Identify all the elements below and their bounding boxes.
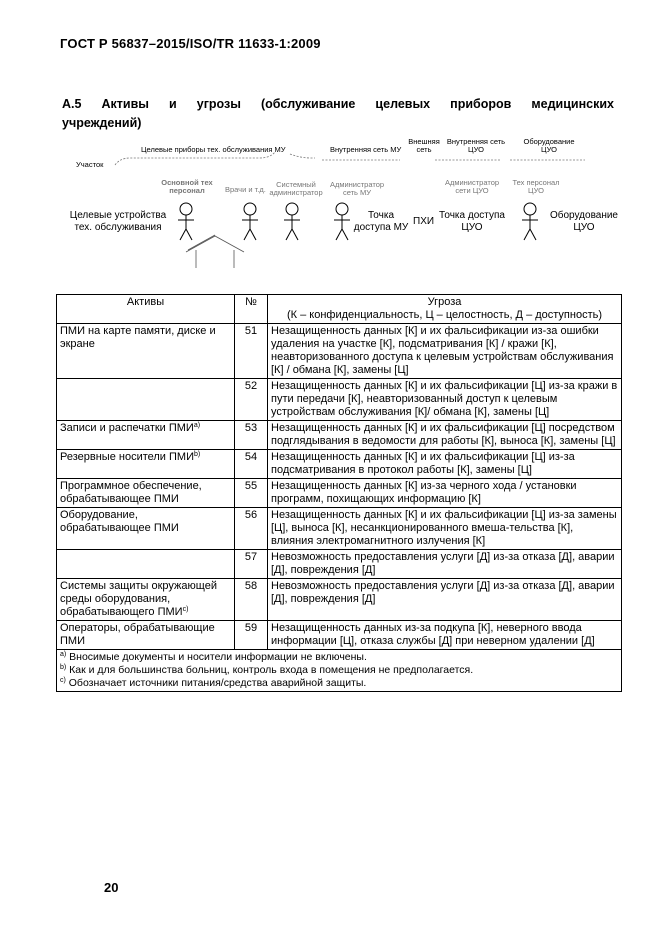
label-external-net: Внешняя сеть xyxy=(408,137,440,154)
table-row xyxy=(57,508,622,550)
table-note xyxy=(60,651,618,664)
label-access-point-mu: Точка доступа МУ xyxy=(353,210,409,233)
label-tech-staff-cuo: Тех персонал ЦУО xyxy=(512,178,560,195)
asset-cell xyxy=(57,550,235,579)
asset-cell xyxy=(57,579,235,621)
threat-cell: Незащищенность данных из-за подкупа [К], неверного ввода информации [Ц], отказа службы [Д] при неверном удалении [Д] xyxy=(268,621,622,650)
label-access-point-cuo: Точка доступа ЦУО xyxy=(439,210,505,233)
label-doctors: Врачи и т.д. xyxy=(225,185,266,194)
section-title-cont: учреждений) xyxy=(62,116,142,130)
table-row xyxy=(57,579,622,621)
table-header-row xyxy=(57,295,622,324)
person-icon xyxy=(522,203,538,240)
label-phi: ПХИ xyxy=(413,216,435,227)
threat-cell: Незащищенность данных [К] и их фальсификации [Ц] из-за кражи в пути передачи [К], неавторизованный доступ к целевым устройствам обслуживания [К]/ обмана [К], замены [Ц] xyxy=(268,379,622,421)
num-cell: 56 xyxy=(235,508,268,550)
asset-cell xyxy=(57,450,235,479)
num-cell: 51 xyxy=(235,324,268,379)
label-target-devices-bottom: Целевые устройства тех. обслуживания xyxy=(69,210,167,233)
label-equipment-cuo-top: Оборудование ЦУО xyxy=(523,137,575,154)
asset-text: Записи и распечатки ПМИ xyxy=(60,422,194,434)
threat-cell: Незащищенность данных [К] и их фальсификации [Ц] посредством подглядывания в ведомости для работы [К], выноса [К], замены [Ц] xyxy=(268,421,622,450)
threat-cell: Незащищенность данных [К] из-за черного хода / установки программ, похищающих информацию [К] xyxy=(268,479,622,508)
label-internal-net-mu: Внутренняя сеть МУ xyxy=(330,145,402,154)
table-row xyxy=(57,621,622,650)
table-row xyxy=(57,379,622,421)
table-row xyxy=(57,450,622,479)
assets-threats-table xyxy=(56,294,622,692)
note-mark: b) xyxy=(60,664,67,671)
asset-cell: Операторы, обрабатывающие ПМИ xyxy=(57,621,235,650)
footnote-mark: с) xyxy=(182,606,189,613)
col-threat-legend: (К – конфиденциальность, Ц – целостность, Д – доступность) xyxy=(286,309,603,321)
num-cell: 58 xyxy=(235,579,268,621)
col-threat xyxy=(268,295,622,324)
table-row xyxy=(57,479,622,508)
label-equipment-cuo: Оборудование ЦУО xyxy=(549,210,618,233)
num-cell: 54 xyxy=(235,450,268,479)
threat-cell: Невозможность предоставления услуги [Д] из-за отказа [Д], аварии [Д], повреждения [Д] xyxy=(268,579,622,621)
note-mark: а) xyxy=(60,651,67,658)
table-notes xyxy=(57,650,622,692)
num-cell: 53 xyxy=(235,421,268,450)
table-note xyxy=(60,677,618,690)
col-assets: Активы xyxy=(57,295,235,324)
person-icon xyxy=(284,203,300,240)
threat-cell: Незащищенность данных [К] и их фальсификации из-за ошибки удаления на участке [К], подсматривания [К] / кражи [К], неавторизованного доступа к целевым устройствам обслуживания [К] / обмана [К], замены [Ц] xyxy=(268,324,622,379)
person-icon xyxy=(334,203,350,240)
facility-icon xyxy=(184,234,246,270)
note-text: Как и для большинства больниц, контроль входа в помещения не предполагается. xyxy=(69,664,474,676)
asset-text: Резервные носители ПМИ xyxy=(60,451,194,463)
label-target-devices: Целевые приборы тех. обслуживания МУ xyxy=(141,145,286,154)
threat-cell: Незащищенность данных [К] и их фальсификации [Ц] из-за подсматривания в протокол работы [К], замены [Ц] xyxy=(268,450,622,479)
num-cell: 52 xyxy=(235,379,268,421)
label-main-staff: Основной тех персонал xyxy=(161,178,213,195)
note-text: Обозначает источники питания/средства аварийной защиты. xyxy=(68,677,367,689)
num-cell: 55 xyxy=(235,479,268,508)
asset-cell: ПМИ на карте памяти, диске и экране xyxy=(57,324,235,379)
label-site: Участок xyxy=(76,160,104,169)
footnote-mark: b) xyxy=(193,451,201,458)
asset-cell: Оборудование, обрабатывающее ПМИ xyxy=(57,508,235,550)
asset-cell xyxy=(57,379,235,421)
threat-cell: Невозможность предоставления услуги [Д] из-за отказа [Д], аварии [Д], повреждения [Д] xyxy=(268,550,622,579)
note-text: Вносимые документы и носители информации не включены. xyxy=(69,651,367,663)
page-number: 20 xyxy=(104,880,119,895)
note-mark: с) xyxy=(60,677,66,684)
table-row xyxy=(57,324,622,379)
footnote-mark: а) xyxy=(193,422,201,429)
num-cell: 57 xyxy=(235,550,268,579)
label-internal-net-cuo: Внутренняя сеть ЦУО xyxy=(446,137,506,154)
label-net-admin-mu: Администратор сеть МУ xyxy=(329,180,385,197)
table-row xyxy=(57,421,622,450)
section-title: А.5 Активы и угрозы (обслуживание целевых приборов медицинских xyxy=(62,97,614,111)
num-cell: 59 xyxy=(235,621,268,650)
table-note xyxy=(60,664,618,677)
table-row xyxy=(57,550,622,579)
table-notes-row xyxy=(57,650,622,692)
col-threat-title: Угроза xyxy=(427,296,462,308)
threat-cell: Незащищенность данных [К] и их фальсификации [Ц] из-за замены [Ц], выноса [К], несанкционированного вмеша-тельства [К], влияния электромагнитного излучения [К] xyxy=(268,508,622,550)
asset-text: Системы защиты окружающей среды оборудования, обрабатывающего ПМИ xyxy=(60,580,217,618)
label-net-admin-cuo: Администратор сети ЦУО xyxy=(444,178,500,195)
asset-cell xyxy=(57,421,235,450)
label-sysadmin: Системный администратор xyxy=(269,180,323,197)
document-header: ГОСТ Р 56837–2015/ISO/TR 11633-1:2009 xyxy=(60,36,321,51)
asset-cell: Программное обеспечение, обрабатывающее ПМИ xyxy=(57,479,235,508)
col-num: № xyxy=(235,295,268,324)
